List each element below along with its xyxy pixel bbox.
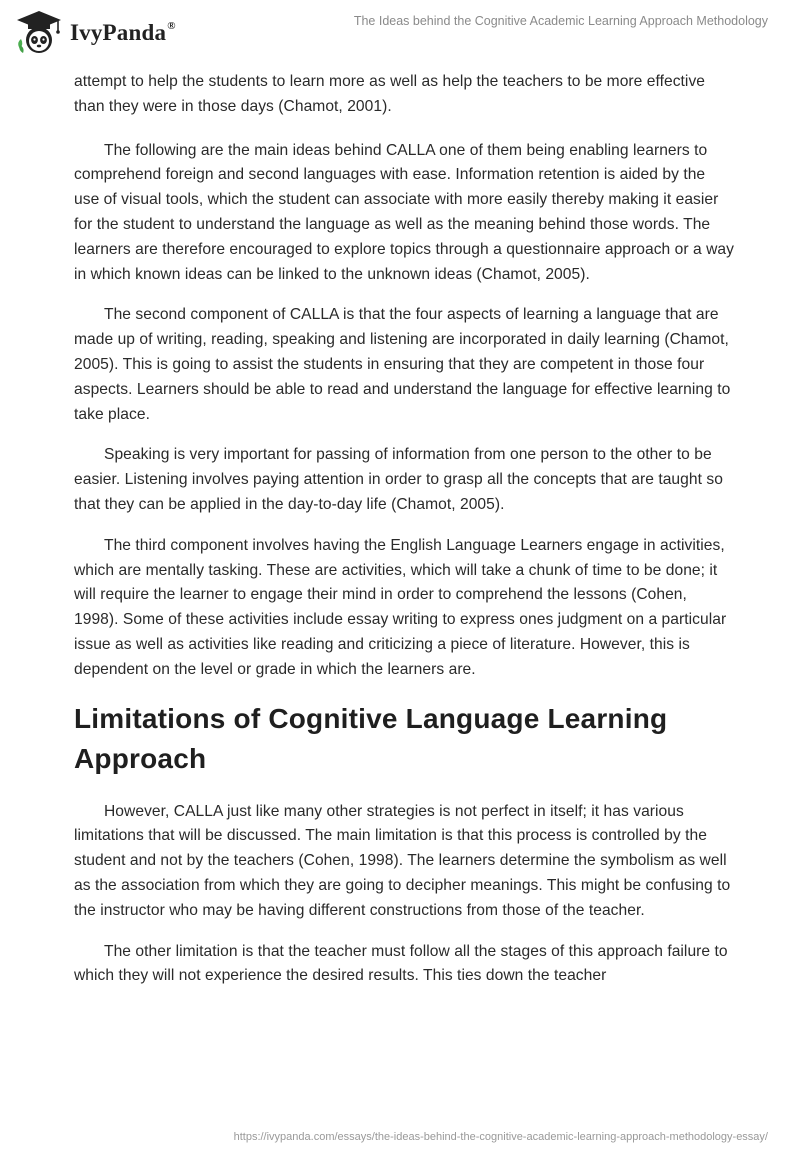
panda-graduate-icon [14, 9, 64, 55]
article-body [74, 70, 734, 1005]
paragraph-6: The other limitation is that the teacher must follow all the stages of this approach failure to which they will not experience the desired results. This ties down the teacher [74, 942, 728, 985]
document-title: The Ideas behind the Cognitive Academic Learning Approach Methodology [353, 14, 768, 28]
paragraph-5: However, CALLA just like many other strategies is not perfect in itself; it has various limitations that will be discussed. The main limitation is that this process is controlled by the student and not by the teachers (Cohen, 1998). The learners determine the symbolism as well as the association from which they are going to decipher meanings. This might be confusing to the instructor who may be having different constructions from those of the teacher. [74, 802, 731, 919]
source-url[interactable]: https://ivypanda.com/essays/the-ideas-behind-the-cognitive-academic-learning-approach-methodology-essay/ [233, 1131, 768, 1143]
ivypanda-logo[interactable] [14, 8, 176, 56]
paragraph-3: Speaking is very important for passing of information from one person to the other to be easier. Listening involves paying attention in order to grasp all the concepts that are taught so that they can be applied in the day-to-day life (Chamot, 2005). [74, 446, 723, 513]
section-heading-limitations: Limitations of Cognitive Language Learning Approach [74, 702, 668, 774]
paragraph-1: The following are the main ideas behind CALLA one of them being enabling learners to comprehend foreign and second languages with ease. Information retention is aided by the use of visual tools, which the student can associate with more easily thereby making it easier for the student to understand the language as well as the meaning behind those words. The learners are therefore encouraged to explore topics through a questionnaire approach or a way in which known ideas can be linked to the unknown ideas (Chamot, 2005). [74, 141, 734, 283]
paragraph-0: attempt to help the students to learn more as well as help the teachers to be more effective than they were in those days (Chamot, 2001). [74, 73, 706, 115]
paragraph-4: The third component involves having the English Language Learners engage in activities, which are mentally tasking. These are activities, which will take a chunk of time to be done; it will require the learner to engage their mind in order to comprehend the lessons (Cohen, 1998). Some of these activities include essay writing to express ones judgment on a particular issue as well as activities like reading and criticizing a piece of literature. However, this is dependent on the level or grade in which the learners are. [74, 536, 727, 678]
logo-text: IvyPanda® [70, 20, 176, 45]
page-header [0, 0, 800, 70]
paragraph-2: The second component of CALLA is that the four aspects of learning a language that are made up of writing, reading, speaking and listening are incorporated in daily learning (Chamot, 2005). This is going to assist the students in ensuring that they are competent in those four aspects. Learners should be able to read and understand the language for effective learning to take place. [74, 306, 731, 423]
